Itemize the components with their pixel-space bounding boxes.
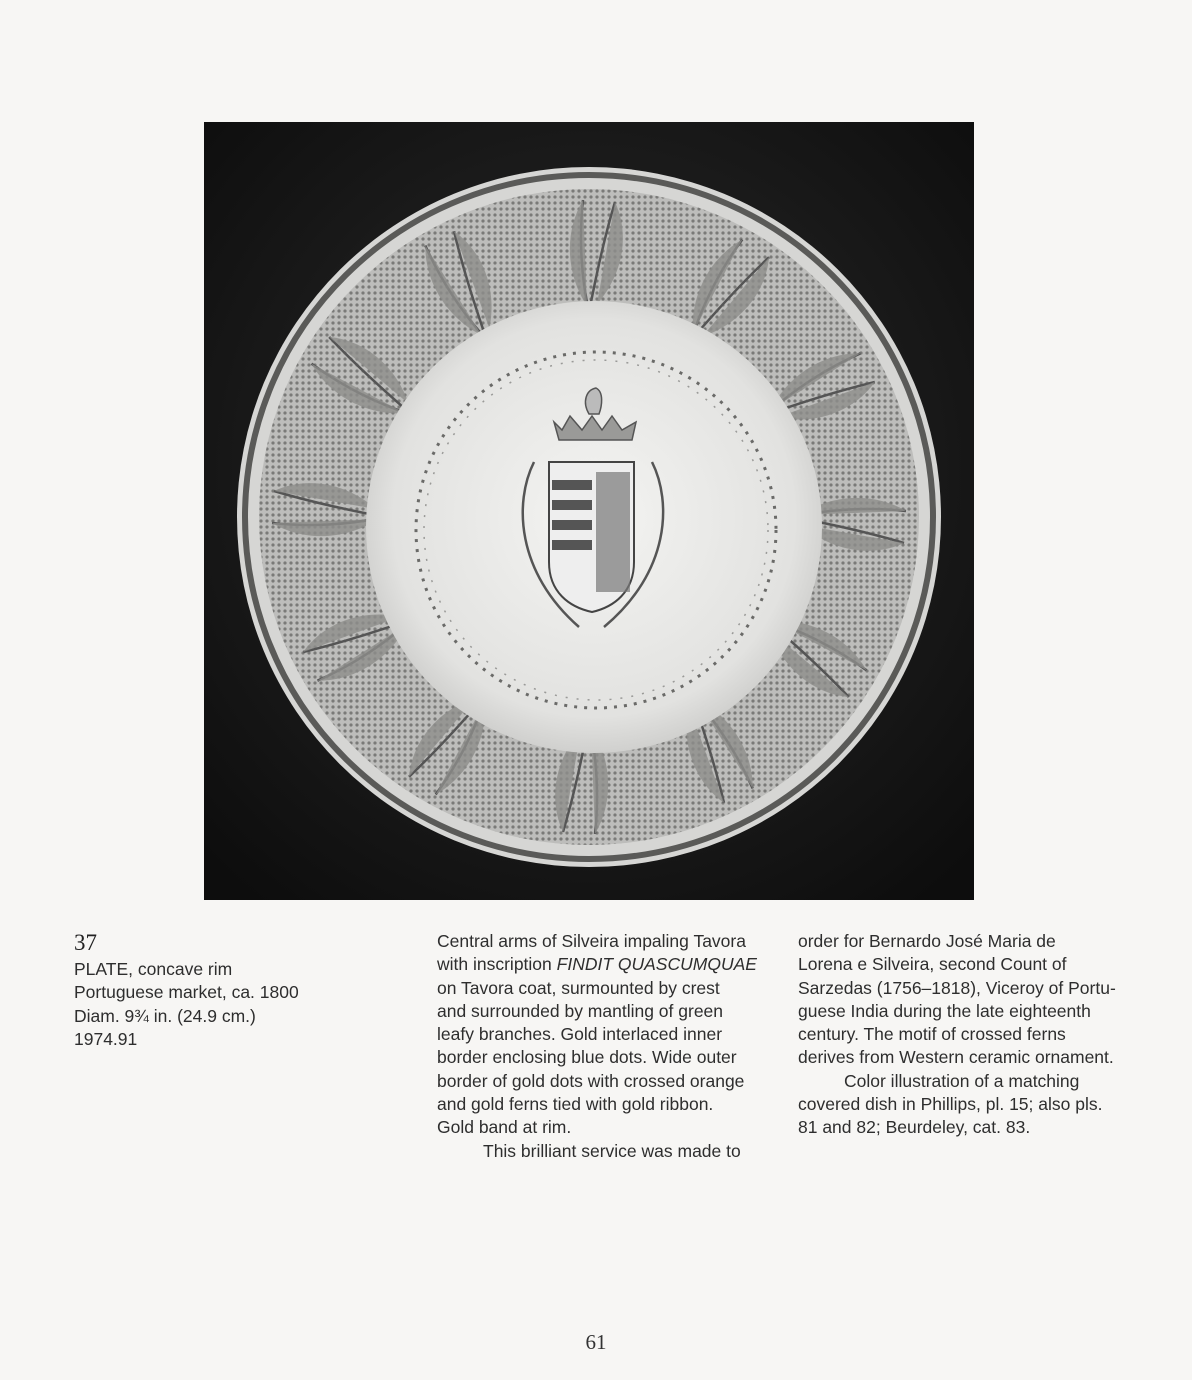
text-line: Sarzedas (1756–1818), Viceroy of Portu- — [798, 977, 1116, 998]
text-line: leafy branches. Gold interlaced inner — [437, 1024, 723, 1045]
text-line: century. The motif of crossed ferns — [798, 1024, 1066, 1045]
text-line: and gold ferns tied with gold ribbon. — [437, 1094, 714, 1115]
text-line: Gold band at rim. — [437, 1117, 572, 1138]
object-dimensions: Diam. 9¾ in. (24.9 cm.) — [74, 1005, 256, 1026]
text-line: guese India during the late eighteenth — [798, 1000, 1091, 1021]
text-line: This brilliant service was made to — [483, 1140, 741, 1161]
text-line: Color illustration of a matching — [844, 1070, 1080, 1091]
catalog-number: 37 — [74, 930, 97, 955]
text-span: with inscription — [437, 954, 557, 975]
inscription: FINDIT QUASCUMQUAE — [556, 954, 757, 975]
text-line: derives from Western ceramic ornament. — [798, 1047, 1114, 1068]
text-line: covered dish in Phillips, pl. 15; also pls. — [798, 1094, 1103, 1115]
text-line: Lorena e Silveira, second Count of — [798, 954, 1067, 975]
text-line: on Tavora coat, surmounted by crest — [437, 977, 720, 998]
page-number: 61 — [585, 1330, 607, 1354]
description-column-1 — [437, 930, 767, 1163]
accession-number: 1974.91 — [74, 1028, 138, 1049]
text-line: border of gold dots with crossed orange — [437, 1070, 745, 1091]
object-type: PLATE, concave rim — [74, 959, 233, 979]
text-line: Central arms of Silveira impaling Tavora — [437, 931, 746, 951]
text-line: order for Bernardo José Maria de — [798, 931, 1056, 951]
text-line: and surrounded by mantling of green — [437, 1000, 724, 1021]
catalog-entry — [74, 930, 364, 1051]
text-line — [437, 953, 767, 976]
text-line: 81 and 82; Beurdeley, cat. 83. — [798, 1117, 1031, 1138]
plate-photograph — [204, 122, 974, 900]
text-line: border enclosing blue dots. Wide outer — [437, 1047, 737, 1068]
plate-image — [204, 122, 974, 900]
object-market: Portuguese market, ca. 1800 — [74, 982, 299, 1003]
description-column-2 — [798, 930, 1128, 1140]
